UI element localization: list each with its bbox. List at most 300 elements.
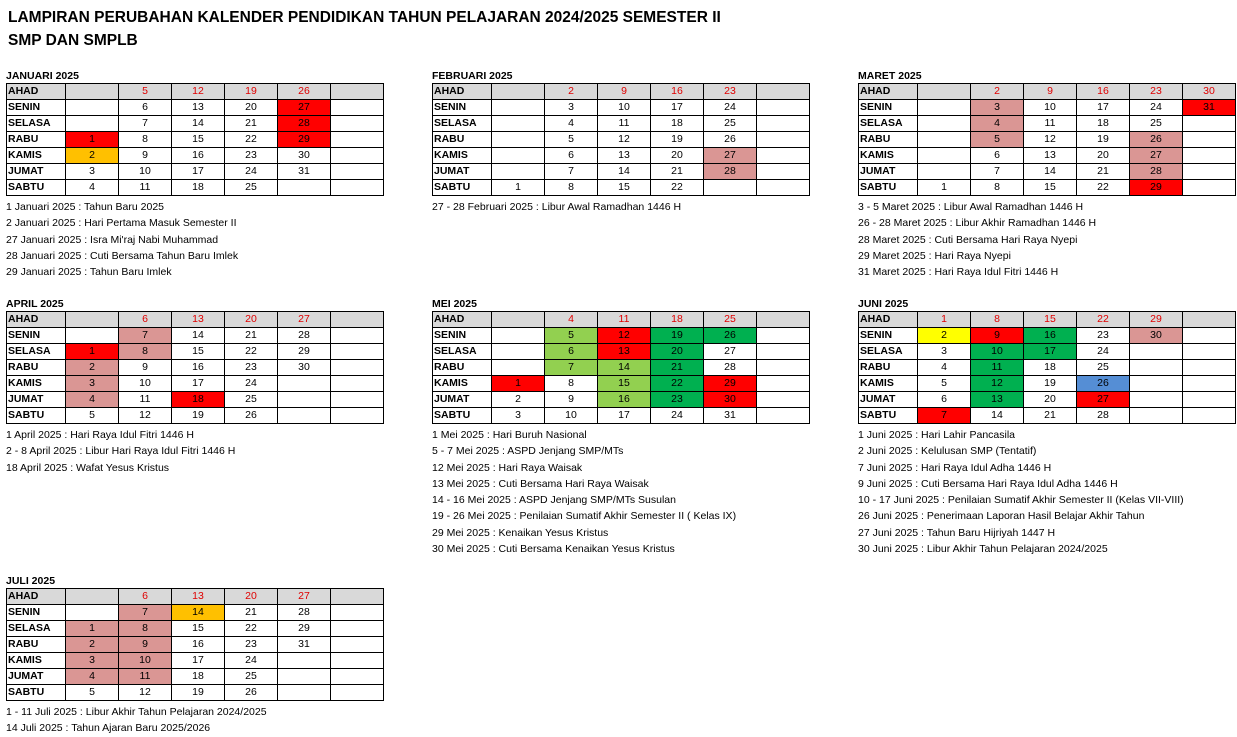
day-label: AHAD	[433, 84, 492, 100]
date-cell	[492, 84, 545, 100]
date-cell: 11	[598, 116, 651, 132]
date-cell	[1183, 344, 1236, 360]
date-cell: 16	[651, 84, 704, 100]
date-cell: 13	[971, 392, 1024, 408]
date-cell	[757, 84, 810, 100]
date-cell: 20	[651, 148, 704, 164]
week-row-kamis	[433, 376, 810, 392]
date-cell	[278, 392, 331, 408]
date-cell: 1	[492, 376, 545, 392]
note-item: 26 - 28 Maret 2025 : Libur Akhir Ramadhan 1446 H	[858, 217, 1097, 230]
date-cell: 12	[598, 132, 651, 148]
day-label: SELASA	[7, 344, 66, 360]
date-cell: 16	[172, 360, 225, 376]
notes-list	[432, 427, 812, 557]
date-cell: 18	[1024, 360, 1077, 376]
date-cell	[66, 605, 119, 621]
week-row-sabtu	[859, 408, 1236, 424]
week-row-jumat	[7, 669, 384, 685]
date-cell	[1130, 344, 1183, 360]
date-cell: 16	[1024, 328, 1077, 344]
date-cell: 1	[918, 180, 971, 196]
date-cell: 2	[492, 392, 545, 408]
day-label: SABTU	[433, 180, 492, 196]
date-cell: 11	[1024, 116, 1077, 132]
date-cell	[278, 376, 331, 392]
date-cell	[1183, 164, 1236, 180]
date-cell: 15	[1024, 180, 1077, 196]
calendar-table-juli	[6, 588, 384, 701]
date-cell: 6	[971, 148, 1024, 164]
date-cell: 3	[545, 100, 598, 116]
date-cell	[1130, 392, 1183, 408]
date-cell: 28	[278, 328, 331, 344]
date-cell: 30	[1183, 84, 1236, 100]
week-row-rabu	[7, 132, 384, 148]
month-block-juni	[858, 297, 1237, 557]
week-row-jumat	[859, 392, 1236, 408]
date-cell	[757, 392, 810, 408]
date-cell: 7	[119, 605, 172, 621]
week-row-senin	[859, 328, 1236, 344]
date-cell: 1	[918, 312, 971, 328]
day-label: SABTU	[433, 408, 492, 424]
date-cell: 29	[1130, 312, 1183, 328]
date-cell	[1183, 116, 1236, 132]
date-cell: 11	[119, 180, 172, 196]
week-row-rabu	[7, 637, 384, 653]
date-cell: 19	[172, 408, 225, 424]
note-item: 3 - 5 Maret 2025 : Libur Awal Ramadhan 1446 H	[858, 201, 1084, 213]
date-cell: 3	[918, 344, 971, 360]
note-item: 29 Mei 2025 : Kenaikan Yesus Kristus	[432, 526, 609, 539]
date-cell: 26	[1077, 376, 1130, 392]
note-item: 1 Januari 2025 : Tahun Baru 2025	[6, 201, 165, 213]
date-cell: 13	[172, 100, 225, 116]
date-cell: 31	[278, 637, 331, 653]
note-item: 1 Mei 2025 : Hari Buruh Nasional	[432, 429, 587, 441]
date-cell: 1	[66, 621, 119, 637]
date-cell	[757, 132, 810, 148]
date-cell: 24	[225, 653, 278, 669]
date-cell	[331, 312, 384, 328]
day-label: SENIN	[7, 605, 66, 621]
date-cell: 31	[704, 408, 757, 424]
date-cell: 24	[1077, 344, 1130, 360]
date-cell: 18	[172, 669, 225, 685]
date-cell	[331, 605, 384, 621]
date-cell: 16	[598, 392, 651, 408]
note-item: 28 Maret 2025 : Cuti Bersama Hari Raya Nyepi	[858, 233, 1078, 246]
date-cell: 5	[119, 84, 172, 100]
date-cell	[331, 84, 384, 100]
date-cell: 7	[119, 328, 172, 344]
week-row-jumat	[7, 392, 384, 408]
day-label: AHAD	[7, 589, 66, 605]
date-cell: 21	[1024, 408, 1077, 424]
date-cell: 8	[971, 180, 1024, 196]
date-cell	[492, 132, 545, 148]
date-cell: 19	[225, 84, 278, 100]
date-cell: 10	[1024, 100, 1077, 116]
notes-list	[858, 199, 1237, 280]
week-row-selasa	[433, 116, 810, 132]
day-label: KAMIS	[433, 148, 492, 164]
date-cell: 27	[704, 148, 757, 164]
week-row-selasa	[7, 621, 384, 637]
notes-list	[858, 427, 1237, 557]
week-row-senin	[7, 328, 384, 344]
week-row-selasa	[859, 116, 1236, 132]
day-label: SELASA	[7, 116, 66, 132]
note-item: 31 Maret 2025 : Hari Raya Idul Fitri 1446 H	[858, 266, 1059, 279]
date-cell: 27	[278, 589, 331, 605]
date-cell	[66, 84, 119, 100]
date-cell: 10	[119, 164, 172, 180]
date-cell	[331, 685, 384, 701]
date-cell: 12	[119, 685, 172, 701]
day-label: JUMAT	[7, 392, 66, 408]
date-cell	[331, 180, 384, 196]
date-cell: 27	[1077, 392, 1130, 408]
date-cell: 3	[66, 653, 119, 669]
date-cell: 7	[545, 360, 598, 376]
month-block-juli	[6, 574, 386, 737]
note-item: 29 Maret 2025 : Hari Raya Nyepi	[858, 249, 1011, 262]
note-item: 27 - 28 Februari 2025 : Libur Awal Ramadhan 1446 H	[432, 201, 682, 213]
date-cell: 25	[225, 180, 278, 196]
date-cell: 9	[119, 148, 172, 164]
title-line-1: LAMPIRAN PERUBAHAN KALENDER PENDIDIKAN TAHUN PELAJARAN 2024/2025 SEMESTER II	[8, 9, 721, 26]
date-cell	[278, 408, 331, 424]
date-cell: 26	[704, 328, 757, 344]
date-cell: 14	[172, 328, 225, 344]
date-cell: 19	[651, 328, 704, 344]
date-cell: 21	[651, 360, 704, 376]
date-cell: 7	[918, 408, 971, 424]
day-label: SENIN	[433, 328, 492, 344]
date-cell	[757, 116, 810, 132]
date-cell: 20	[1077, 148, 1130, 164]
date-cell: 24	[704, 100, 757, 116]
week-row-sabtu	[433, 408, 810, 424]
date-cell: 5	[971, 132, 1024, 148]
note-item: 29 Januari 2025 : Tahun Baru Imlek	[6, 266, 172, 279]
week-row-sabtu	[859, 180, 1236, 196]
date-cell	[492, 360, 545, 376]
date-cell	[757, 376, 810, 392]
date-cell: 24	[225, 164, 278, 180]
month-name: JULI 2025	[6, 575, 56, 587]
date-cell: 5	[66, 408, 119, 424]
week-row-ahad	[7, 84, 384, 100]
date-cell	[331, 653, 384, 669]
date-cell	[492, 164, 545, 180]
date-cell: 4	[971, 116, 1024, 132]
date-cell: 8	[119, 621, 172, 637]
date-cell: 9	[598, 84, 651, 100]
date-cell: 4	[66, 180, 119, 196]
date-cell: 29	[278, 132, 331, 148]
date-cell: 30	[278, 148, 331, 164]
date-cell: 25	[704, 116, 757, 132]
date-cell	[492, 100, 545, 116]
week-row-rabu	[859, 360, 1236, 376]
date-cell: 10	[598, 100, 651, 116]
date-cell	[331, 408, 384, 424]
date-cell	[278, 685, 331, 701]
date-cell: 28	[278, 116, 331, 132]
week-row-sabtu	[433, 180, 810, 196]
date-cell: 7	[971, 164, 1024, 180]
date-cell: 23	[1130, 84, 1183, 100]
date-cell: 8	[545, 376, 598, 392]
date-cell	[331, 148, 384, 164]
week-row-senin	[859, 100, 1236, 116]
date-cell: 30	[278, 360, 331, 376]
date-cell: 2	[918, 328, 971, 344]
date-cell	[918, 100, 971, 116]
date-cell: 8	[971, 312, 1024, 328]
date-cell	[1130, 376, 1183, 392]
note-item: 9 Juni 2025 : Cuti Bersama Hari Raya Idul Adha 1446 H	[858, 477, 1118, 490]
day-label: JUMAT	[859, 164, 918, 180]
day-label: SABTU	[859, 180, 918, 196]
note-item: 5 - 7 Mei 2025 : ASPD Jenjang SMP/MTs	[432, 445, 624, 458]
date-cell	[918, 148, 971, 164]
date-cell: 20	[1024, 392, 1077, 408]
week-row-ahad	[859, 312, 1236, 328]
date-cell	[704, 180, 757, 196]
note-item: 2 - 8 April 2025 : Libur Hari Raya Idul Fitri 1446 H	[6, 445, 236, 458]
week-row-ahad	[859, 84, 1236, 100]
date-cell: 23	[225, 148, 278, 164]
date-cell: 25	[704, 312, 757, 328]
date-cell: 21	[225, 328, 278, 344]
date-cell	[278, 669, 331, 685]
date-cell: 9	[1024, 84, 1077, 100]
week-row-rabu	[433, 132, 810, 148]
date-cell: 20	[225, 312, 278, 328]
date-cell	[492, 116, 545, 132]
date-cell: 5	[66, 685, 119, 701]
date-cell	[66, 116, 119, 132]
week-row-sabtu	[7, 408, 384, 424]
month-block-april	[6, 297, 386, 476]
date-cell: 20	[225, 100, 278, 116]
date-cell	[757, 344, 810, 360]
date-cell	[1183, 312, 1236, 328]
date-cell	[757, 180, 810, 196]
month-name: JUNI 2025	[858, 298, 909, 310]
date-cell	[918, 84, 971, 100]
day-label: RABU	[859, 360, 918, 376]
date-cell	[278, 653, 331, 669]
date-cell: 14	[598, 164, 651, 180]
week-row-jumat	[433, 392, 810, 408]
week-row-selasa	[7, 116, 384, 132]
date-cell	[1183, 328, 1236, 344]
note-item: 1 - 11 Juli 2025 : Libur Akhir Tahun Pelajaran 2024/2025	[6, 706, 267, 718]
week-row-jumat	[7, 164, 384, 180]
date-cell: 10	[971, 344, 1024, 360]
date-cell: 17	[1077, 100, 1130, 116]
date-cell	[757, 312, 810, 328]
calendar-table-februari	[432, 83, 810, 196]
week-row-senin	[433, 328, 810, 344]
date-cell	[331, 637, 384, 653]
note-item: 30 Mei 2025 : Cuti Bersama Kenaikan Yesus Kristus	[432, 543, 675, 556]
date-cell	[331, 376, 384, 392]
week-row-senin	[433, 100, 810, 116]
date-cell: 21	[225, 605, 278, 621]
note-item: 27 Juni 2025 : Tahun Baru Hijriyah 1447 H	[858, 526, 1056, 539]
date-cell: 17	[651, 100, 704, 116]
date-cell	[278, 180, 331, 196]
document-title	[8, 6, 721, 52]
date-cell	[66, 589, 119, 605]
date-cell: 1	[492, 180, 545, 196]
date-cell	[918, 116, 971, 132]
date-cell	[331, 392, 384, 408]
date-cell: 22	[651, 376, 704, 392]
date-cell: 23	[1077, 328, 1130, 344]
date-cell: 6	[119, 312, 172, 328]
date-cell: 23	[225, 637, 278, 653]
calendar-table-maret	[858, 83, 1236, 196]
date-cell: 16	[172, 637, 225, 653]
date-cell: 26	[1130, 132, 1183, 148]
week-row-kamis	[7, 148, 384, 164]
date-cell: 15	[598, 376, 651, 392]
month-block-maret	[858, 69, 1237, 280]
date-cell: 5	[545, 132, 598, 148]
date-cell	[331, 328, 384, 344]
date-cell: 3	[492, 408, 545, 424]
date-cell: 14	[172, 116, 225, 132]
date-cell	[331, 132, 384, 148]
date-cell	[331, 100, 384, 116]
date-cell: 4	[66, 669, 119, 685]
date-cell: 14	[971, 408, 1024, 424]
week-row-rabu	[433, 360, 810, 376]
note-item: 1 Juni 2025 : Hari Lahir Pancasila	[858, 429, 1016, 441]
date-cell: 10	[119, 376, 172, 392]
date-cell: 4	[66, 392, 119, 408]
date-cell	[918, 132, 971, 148]
day-label: SENIN	[859, 100, 918, 116]
day-label: SABTU	[7, 408, 66, 424]
note-item: 27 Januari 2025 : Isra Mi'raj Nabi Muhammad	[6, 233, 219, 246]
day-label: SELASA	[433, 344, 492, 360]
date-cell: 4	[545, 312, 598, 328]
date-cell: 9	[545, 392, 598, 408]
date-cell: 24	[651, 408, 704, 424]
date-cell: 4	[545, 116, 598, 132]
date-cell	[757, 164, 810, 180]
date-cell: 17	[172, 376, 225, 392]
day-label: JUMAT	[7, 669, 66, 685]
month-block-februari	[432, 69, 812, 215]
date-cell: 11	[119, 392, 172, 408]
date-cell	[918, 164, 971, 180]
date-cell: 12	[971, 376, 1024, 392]
date-cell: 27	[1130, 148, 1183, 164]
day-label: SENIN	[433, 100, 492, 116]
day-label: SABTU	[7, 180, 66, 196]
week-row-ahad	[7, 312, 384, 328]
note-item: 18 April 2025 : Wafat Yesus Kristus	[6, 461, 170, 474]
day-label: JUMAT	[859, 392, 918, 408]
week-row-kamis	[7, 376, 384, 392]
day-label: SELASA	[859, 116, 918, 132]
date-cell: 2	[545, 84, 598, 100]
day-label: SELASA	[7, 621, 66, 637]
date-cell: 5	[545, 328, 598, 344]
date-cell	[1183, 180, 1236, 196]
date-cell	[331, 164, 384, 180]
date-cell: 25	[1130, 116, 1183, 132]
date-cell: 8	[119, 132, 172, 148]
date-cell	[492, 148, 545, 164]
date-cell: 2	[66, 360, 119, 376]
day-label: SELASA	[859, 344, 918, 360]
week-row-rabu	[7, 360, 384, 376]
notes-list	[6, 199, 386, 280]
date-cell	[66, 100, 119, 116]
date-cell: 14	[172, 605, 225, 621]
day-label: KAMIS	[7, 148, 66, 164]
date-cell: 12	[172, 84, 225, 100]
month-name: MARET 2025	[858, 70, 922, 82]
date-cell: 6	[545, 344, 598, 360]
day-label: RABU	[7, 637, 66, 653]
date-cell: 21	[225, 116, 278, 132]
date-cell: 13	[172, 312, 225, 328]
week-row-jumat	[859, 164, 1236, 180]
date-cell: 17	[598, 408, 651, 424]
date-cell: 30	[1130, 328, 1183, 344]
date-cell	[757, 328, 810, 344]
date-cell: 26	[225, 685, 278, 701]
day-label: SENIN	[7, 100, 66, 116]
date-cell: 6	[545, 148, 598, 164]
day-label: SENIN	[859, 328, 918, 344]
date-cell	[757, 408, 810, 424]
date-cell: 31	[1183, 100, 1236, 116]
day-label: AHAD	[859, 312, 918, 328]
date-cell: 2	[66, 148, 119, 164]
note-item: 19 - 26 Mei 2025 : Penilaian Sumatif Akhir Semester II ( Kelas IX)	[432, 510, 737, 523]
date-cell: 15	[1024, 312, 1077, 328]
date-cell: 23	[704, 84, 757, 100]
date-cell	[492, 344, 545, 360]
day-label: JUMAT	[433, 164, 492, 180]
date-cell: 28	[278, 605, 331, 621]
date-cell: 2	[971, 84, 1024, 100]
date-cell: 1	[66, 132, 119, 148]
date-cell: 3	[66, 376, 119, 392]
date-cell: 22	[1077, 312, 1130, 328]
date-cell	[331, 360, 384, 376]
calendar-table-juni	[858, 311, 1236, 424]
date-cell: 11	[598, 312, 651, 328]
date-cell: 24	[1130, 100, 1183, 116]
day-label: SABTU	[859, 408, 918, 424]
date-cell: 28	[704, 360, 757, 376]
date-cell: 31	[278, 164, 331, 180]
title-line-2: SMP DAN SMPLB	[8, 32, 138, 49]
